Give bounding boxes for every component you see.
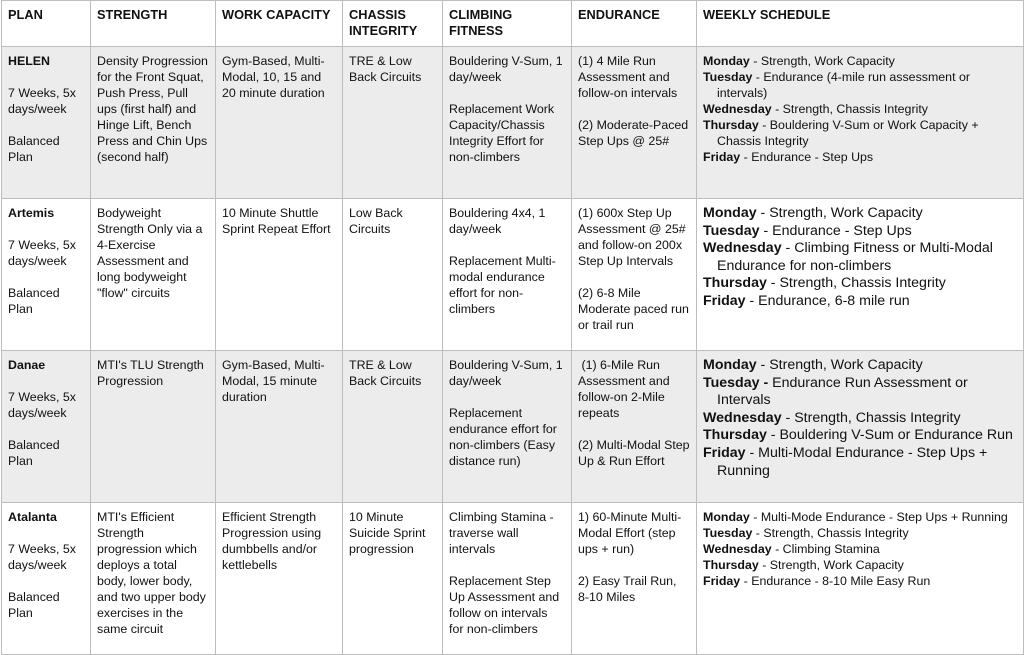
day-activity: - Strength, Chassis Integrity xyxy=(781,409,961,426)
climbing-cell xyxy=(443,351,572,503)
table-row xyxy=(2,503,1024,655)
plan-name: Atalanta xyxy=(8,510,57,524)
day-activity: - Multi-Modal Endurance - Step Ups + Running xyxy=(717,444,988,479)
schedule-day xyxy=(703,375,1017,410)
plan-cell xyxy=(2,47,91,199)
endurance-item: 1) 60-Minute Multi-Modal Effort (step ups + run) xyxy=(578,510,682,556)
endurance-item: (2) Multi-Modal Step Up & Run Effort xyxy=(578,438,690,468)
schedule-day xyxy=(703,69,1017,101)
day-activity: - Strength, Chassis Integrity xyxy=(752,526,909,540)
day-activity: - Strength, Chassis Integrity xyxy=(771,102,928,116)
day-activity: - Strength, Work Capacity xyxy=(756,357,923,373)
climbing-cell xyxy=(443,503,572,655)
day-activity: - Strength, Work Capacity xyxy=(758,558,904,572)
climbing-cell xyxy=(443,47,572,199)
schedule-day xyxy=(703,275,1017,293)
climbing-primary: Bouldering 4x4, 1 day/week xyxy=(449,206,546,236)
day-label: Tuesday xyxy=(703,70,753,84)
weekly-schedule xyxy=(703,205,1017,311)
climbing-cell xyxy=(443,199,572,351)
weekly-schedule xyxy=(703,509,1017,589)
header-chassis-integrity: CHASSIS INTEGRITY xyxy=(343,1,443,47)
plan-name: Artemis xyxy=(8,206,55,220)
header-strength: STRENGTH xyxy=(91,1,216,47)
climbing-primary: Climbing Stamina - traverse wall intervals xyxy=(449,510,554,556)
weekly-schedule xyxy=(703,357,1017,480)
plan-name: Danae xyxy=(8,358,46,372)
header-plan: PLAN xyxy=(2,1,91,47)
day-activity: - Endurance - 8-10 Mile Easy Run xyxy=(740,574,931,588)
schedule-day xyxy=(703,223,1017,241)
endurance-item: (2) Moderate-Paced Step Ups @ 25# xyxy=(578,118,689,148)
schedule-day xyxy=(703,410,1017,428)
day-activity: - Endurance - Step Ups xyxy=(740,150,874,164)
day-label: Friday xyxy=(703,444,746,461)
chassis-cell: Low Back Circuits xyxy=(343,199,443,351)
schedule-day xyxy=(703,445,1017,480)
header-climbing-fitness: CLIMBING FITNESS xyxy=(443,1,572,47)
day-activity: Endurance Run Assessment or Intervals xyxy=(717,374,968,409)
schedule-day xyxy=(703,509,1017,525)
schedule-day xyxy=(703,117,1017,149)
schedule-day xyxy=(703,525,1017,541)
plan-duration: 7 Weeks, 5x days/week xyxy=(8,86,76,116)
strength-cell: MTI's TLU Strength Progression xyxy=(91,351,216,503)
day-activity: - Endurance (4-mile run assessment or intervals) xyxy=(717,70,970,100)
strength-cell: MTI's Efficient Strength progression which deploys a total body, lower body, and two upper body exercises in the same circuit xyxy=(91,503,216,655)
schedule-day xyxy=(703,557,1017,573)
endurance-item: (1) 6-Mile Run Assessment and follow-on 2-Mile repeats xyxy=(578,358,674,420)
endurance-cell xyxy=(572,47,697,199)
day-label: Thursday xyxy=(703,275,767,292)
table-row xyxy=(2,199,1024,351)
strength-cell: Density Progression for the Front Squat, Push Press, Pull ups (first half) and Hinge Lift, Bench Press and Chin Ups (second half) xyxy=(91,47,216,199)
day-label: Thursday xyxy=(703,118,759,132)
plan-cell xyxy=(2,503,91,655)
schedule-cell xyxy=(697,199,1024,351)
schedule-day xyxy=(703,357,1017,375)
day-activity: - Strength, Work Capacity xyxy=(756,205,923,221)
day-label: Tuesday xyxy=(703,526,753,540)
day-label: Wednesday xyxy=(703,102,772,116)
plan-cell xyxy=(2,199,91,351)
work-capacity-cell: Gym-Based, Multi-Modal, 15 minute duration xyxy=(216,351,343,503)
plan-type: Balanced Plan xyxy=(8,286,60,316)
schedule-cell xyxy=(697,503,1024,655)
day-activity: - Endurance, 6-8 mile run xyxy=(745,292,910,309)
training-plans-table xyxy=(1,0,1024,655)
endurance-item: (1) 4 Mile Run Assessment and follow-on intervals xyxy=(578,54,678,100)
work-capacity-cell: Efficient Strength Progression using dumbbells and/or kettlebells xyxy=(216,503,343,655)
work-capacity-cell: Gym-Based, Multi-Modal, 10, 15 and 20 minute duration xyxy=(216,47,343,199)
schedule-day xyxy=(703,240,1017,275)
header-row xyxy=(2,1,1024,47)
schedule-day xyxy=(703,573,1017,589)
day-label: Friday xyxy=(703,150,741,164)
schedule-day xyxy=(703,205,1017,223)
schedule-day xyxy=(703,101,1017,117)
plan-cell xyxy=(2,351,91,503)
day-label: Tuesday xyxy=(703,222,760,239)
plan-type: Balanced Plan xyxy=(8,590,60,620)
header-endurance: ENDURANCE xyxy=(572,1,697,47)
table-row xyxy=(2,351,1024,503)
climbing-replacement: Replacement Step Up Assessment and follow on intervals for non-climbers xyxy=(449,574,560,636)
plan-type: Balanced Plan xyxy=(8,438,60,468)
work-capacity-cell: 10 Minute Shuttle Sprint Repeat Effort xyxy=(216,199,343,351)
endurance-cell xyxy=(572,351,697,503)
day-label: Thursday xyxy=(703,558,759,572)
day-activity: - Climbing Stamina xyxy=(771,542,880,556)
day-activity: - Strength, Work Capacity xyxy=(749,54,895,68)
day-label: Monday xyxy=(703,510,750,524)
endurance-cell xyxy=(572,503,697,655)
day-label: Wednesday xyxy=(703,240,782,257)
endurance-cell xyxy=(572,199,697,351)
table-row xyxy=(2,47,1024,199)
strength-cell: Bodyweight Strength Only via a 4-Exercise Assessment and long bodyweight "flow" circuits xyxy=(91,199,216,351)
day-label: Monday xyxy=(703,357,757,373)
climbing-primary: Bouldering V-Sum, 1 day/week xyxy=(449,358,563,388)
plan-duration: 7 Weeks, 5x days/week xyxy=(8,542,76,572)
header-weekly-schedule: WEEKLY SCHEDULE xyxy=(697,1,1024,47)
endurance-item: (1) 600x Step Up Assessment @ 25# and follow-on 200x Step Up Intervals xyxy=(578,206,686,268)
chassis-cell: TRE & Low Back Circuits xyxy=(343,47,443,199)
schedule-cell xyxy=(697,351,1024,503)
header-work-capacity: WORK CAPACITY xyxy=(216,1,343,47)
day-label: Monday xyxy=(703,205,757,221)
chassis-cell: 10 Minute Suicide Sprint progression xyxy=(343,503,443,655)
plan-type: Balanced Plan xyxy=(8,134,60,164)
day-label: Tuesday - xyxy=(703,374,769,391)
day-activity: - Endurance - Step Ups xyxy=(759,222,912,239)
schedule-day xyxy=(703,149,1017,165)
schedule-day xyxy=(703,541,1017,557)
day-label: Wednesday xyxy=(703,409,782,426)
day-activity: - Bouldering V-Sum or Endurance Run xyxy=(766,427,1013,444)
day-label: Monday xyxy=(703,54,750,68)
climbing-replacement: Replacement endurance effort for non-climbers (Easy distance run) xyxy=(449,406,557,468)
endurance-item: 2) Easy Trail Run, 8-10 Miles xyxy=(578,574,677,604)
plan-name: HELEN xyxy=(8,54,50,68)
weekly-schedule xyxy=(703,53,1017,165)
day-label: Wednesday xyxy=(703,542,772,556)
schedule-day xyxy=(703,293,1017,311)
day-label: Friday xyxy=(703,292,746,309)
plan-duration: 7 Weeks, 5x days/week xyxy=(8,238,76,268)
climbing-replacement: Replacement Work Capacity/Chassis Integrity Effort for non-climbers xyxy=(449,102,555,164)
climbing-primary: Bouldering V-Sum, 1 day/week xyxy=(449,54,563,84)
day-activity: - Multi-Mode Endurance - Step Ups + Running xyxy=(749,510,1008,524)
day-activity: - Bouldering V-Sum or Work Capacity + Chassis Integrity xyxy=(717,118,979,148)
schedule-cell xyxy=(697,47,1024,199)
schedule-day xyxy=(703,427,1017,445)
chassis-cell: TRE & Low Back Circuits xyxy=(343,351,443,503)
day-label: Thursday xyxy=(703,427,767,444)
day-label: Friday xyxy=(703,574,741,588)
climbing-replacement: Replacement Multi-modal endurance effort for non-climbers xyxy=(449,254,556,316)
schedule-day xyxy=(703,53,1017,69)
endurance-item: (2) 6-8 Mile Moderate paced run or trail run xyxy=(578,286,689,332)
day-activity: - Strength, Chassis Integrity xyxy=(766,275,946,292)
plan-duration: 7 Weeks, 5x days/week xyxy=(8,390,76,420)
day-activity: - Climbing Fitness or Multi-Modal Endurance for non-climbers xyxy=(717,240,993,274)
